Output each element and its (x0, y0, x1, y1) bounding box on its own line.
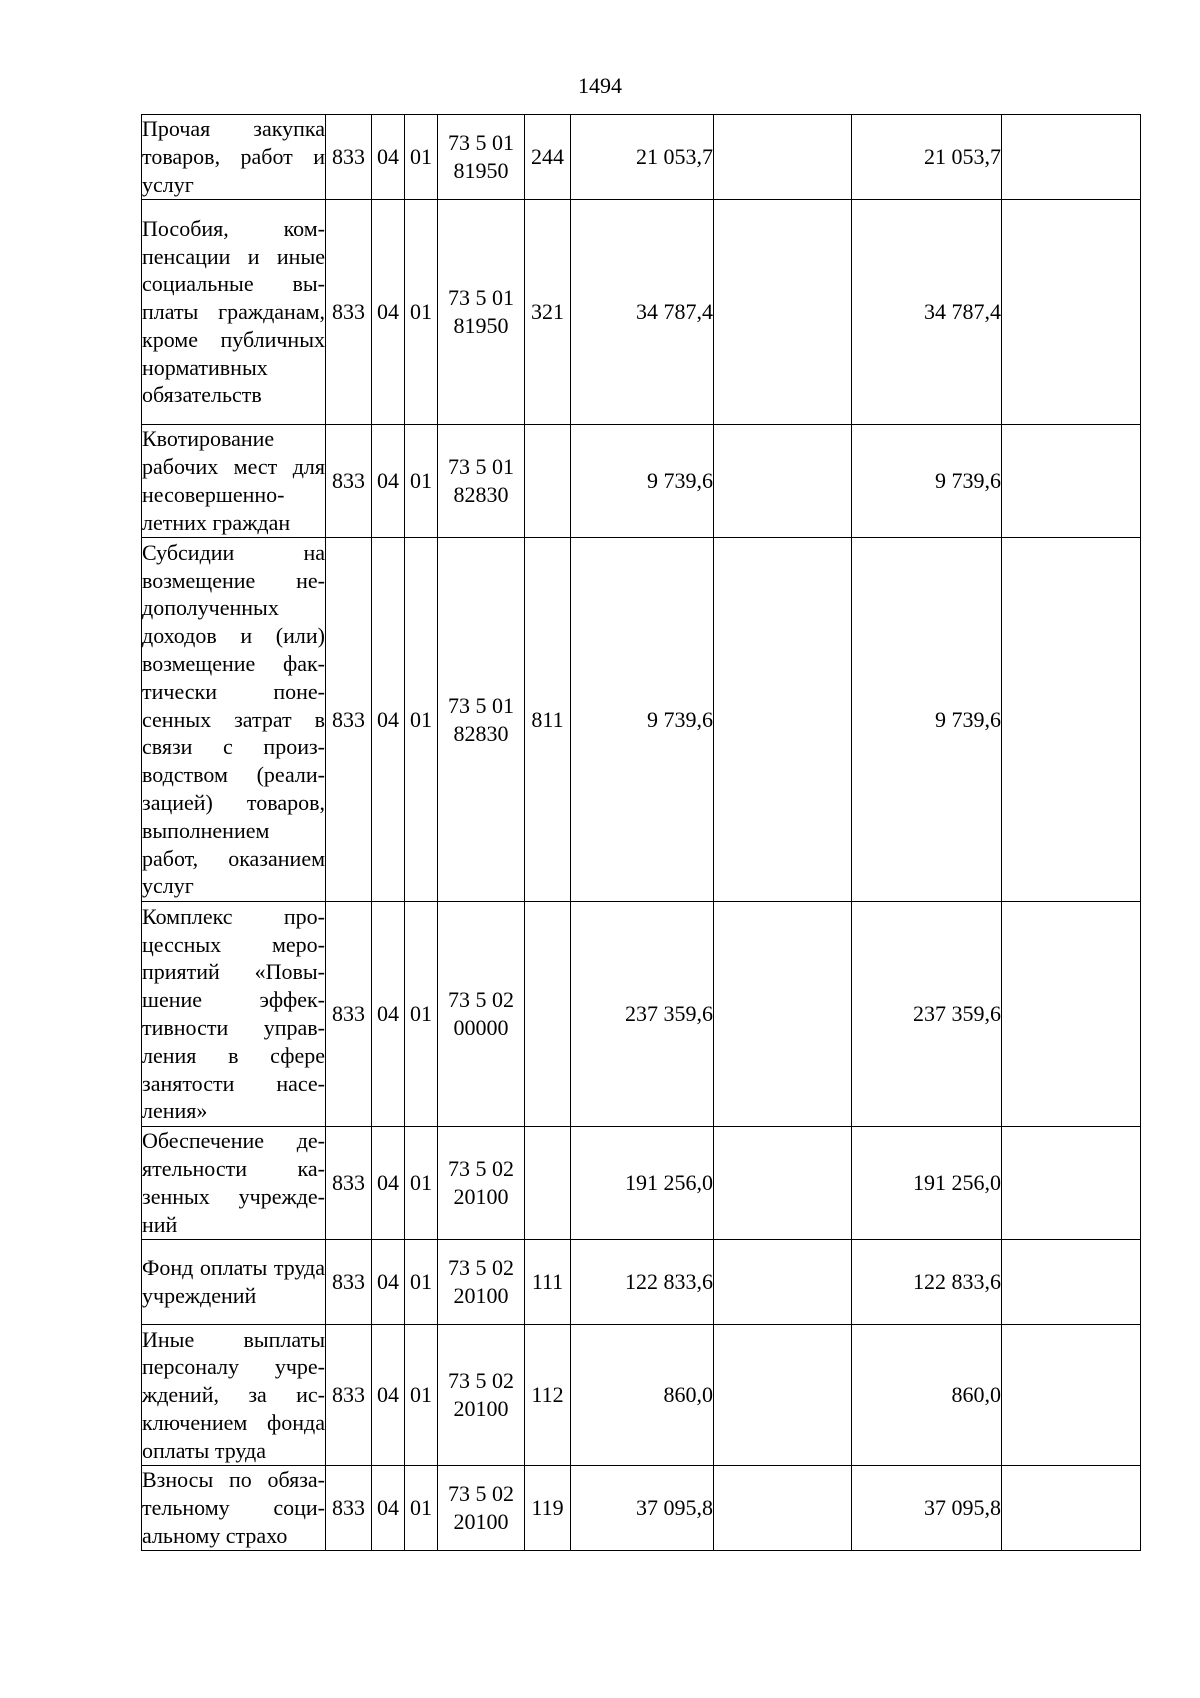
table-row (142, 538, 1141, 902)
amount-col-10 (1002, 538, 1141, 902)
expense-type-code: 321 (525, 200, 571, 425)
amount-col-9: 9 739,6 (852, 425, 1002, 538)
item-name: Иные выплаты персоналу учреждений, за исключением фонда оплаты труда (142, 1325, 326, 1466)
table-row (142, 200, 1141, 425)
subsection-code: 01 (405, 1240, 438, 1325)
total-amount: 21 053,7 (571, 115, 714, 200)
table-row (142, 1240, 1141, 1325)
amount-col-10 (1002, 1127, 1141, 1240)
amount-col-10 (1002, 115, 1141, 200)
total-amount: 191 256,0 (571, 1127, 714, 1240)
section-code: 04 (372, 538, 405, 902)
amount-col-9: 9 739,6 (852, 538, 1002, 902)
ministry-code: 833 (326, 1240, 372, 1325)
table-row (142, 425, 1141, 538)
target-article-code: 73 5 01 81950 (438, 115, 525, 200)
total-amount: 9 739,6 (571, 538, 714, 902)
amount-col-9: 191 256,0 (852, 1127, 1002, 1240)
subsection-code: 01 (405, 538, 438, 902)
item-name: Обеспечение деятельности казенных учреждений (142, 1127, 326, 1240)
section-code: 04 (372, 1466, 405, 1551)
section-code: 04 (372, 115, 405, 200)
amount-col-10 (1002, 1240, 1141, 1325)
amount-col-8 (714, 425, 852, 538)
target-article-code: 73 5 02 20100 (438, 1240, 525, 1325)
target-article-code: 73 5 02 20100 (438, 1466, 525, 1551)
section-code: 04 (372, 1127, 405, 1240)
amount-col-8 (714, 902, 852, 1127)
item-name: Взносы по обязательному социальному страхо (142, 1466, 326, 1551)
item-name: Пособия, компенсации и иные социальные выплаты гражданам, кроме публичных нормативных обязательств (142, 200, 326, 425)
total-amount: 860,0 (571, 1325, 714, 1466)
amount-col-8 (714, 538, 852, 902)
amount-col-8 (714, 115, 852, 200)
amount-col-9: 122 833,6 (852, 1240, 1002, 1325)
subsection-code: 01 (405, 1127, 438, 1240)
amount-col-9: 860,0 (852, 1325, 1002, 1466)
amount-col-8 (714, 1127, 852, 1240)
ministry-code: 833 (326, 425, 372, 538)
amount-col-9: 37 095,8 (852, 1466, 1002, 1551)
total-amount: 34 787,4 (571, 200, 714, 425)
target-article-code: 73 5 01 81950 (438, 200, 525, 425)
ministry-code: 833 (326, 538, 372, 902)
expense-type-code: 811 (525, 538, 571, 902)
amount-col-10 (1002, 1325, 1141, 1466)
amount-col-8 (714, 1325, 852, 1466)
target-article-code: 73 5 02 20100 (438, 1325, 525, 1466)
section-code: 04 (372, 1240, 405, 1325)
table-row (142, 1127, 1141, 1240)
amount-col-8 (714, 1466, 852, 1551)
total-amount: 122 833,6 (571, 1240, 714, 1325)
section-code: 04 (372, 902, 405, 1127)
target-article-code: 73 5 02 00000 (438, 902, 525, 1127)
item-name: Прочая закупка товаров, работ и услуг (142, 115, 326, 200)
table-row (142, 115, 1141, 200)
amount-col-10 (1002, 902, 1141, 1127)
amount-col-9: 21 053,7 (852, 115, 1002, 200)
section-code: 04 (372, 200, 405, 425)
amount-col-8 (714, 1240, 852, 1325)
expense-type-code: 111 (525, 1240, 571, 1325)
page-number: 1494 (578, 73, 622, 98)
table-row (142, 1325, 1141, 1466)
section-code: 04 (372, 1325, 405, 1466)
amount-col-10 (1002, 425, 1141, 538)
ministry-code: 833 (326, 200, 372, 425)
subsection-code: 01 (405, 902, 438, 1127)
item-name: Квотирование рабочих мест для несовершеннолетних граждан (142, 425, 326, 538)
subsection-code: 01 (405, 425, 438, 538)
target-article-code: 73 5 01 82830 (438, 425, 525, 538)
subsection-code: 01 (405, 115, 438, 200)
section-code: 04 (372, 425, 405, 538)
total-amount: 237 359,6 (571, 902, 714, 1127)
ministry-code: 833 (326, 1325, 372, 1466)
target-article-code: 73 5 01 82830 (438, 538, 525, 902)
table-row (142, 902, 1141, 1127)
subsection-code: 01 (405, 1325, 438, 1466)
budget-table (141, 114, 1141, 1551)
total-amount: 37 095,8 (571, 1466, 714, 1551)
target-article-code: 73 5 02 20100 (438, 1127, 525, 1240)
expense-type-code: 119 (525, 1466, 571, 1551)
subsection-code: 01 (405, 200, 438, 425)
amount-col-9: 237 359,6 (852, 902, 1002, 1127)
table-body (142, 115, 1141, 1551)
expense-type-code (525, 425, 571, 538)
table-row (142, 1466, 1141, 1551)
expense-type-code: 112 (525, 1325, 571, 1466)
expense-type-code: 244 (525, 115, 571, 200)
subsection-code: 01 (405, 1466, 438, 1551)
item-name: Комплекс процессных мероприятий «Повышение эффективности управления в сфере занятости населения» (142, 902, 326, 1127)
amount-col-10 (1002, 1466, 1141, 1551)
amount-col-9: 34 787,4 (852, 200, 1002, 425)
item-name: Субсидии на возмещение недополученных доходов и (или) возмещение фактически понесенных затрат в связи с производством (реализацией) товаров, выполнением работ, оказанием услуг (142, 538, 326, 902)
expense-type-code (525, 902, 571, 1127)
expense-type-code (525, 1127, 571, 1240)
ministry-code: 833 (326, 1127, 372, 1240)
amount-col-10 (1002, 200, 1141, 425)
ministry-code: 833 (326, 902, 372, 1127)
ministry-code: 833 (326, 1466, 372, 1551)
item-name: Фонд оплаты труда учреждений (142, 1240, 326, 1325)
ministry-code: 833 (326, 115, 372, 200)
amount-col-8 (714, 200, 852, 425)
total-amount: 9 739,6 (571, 425, 714, 538)
